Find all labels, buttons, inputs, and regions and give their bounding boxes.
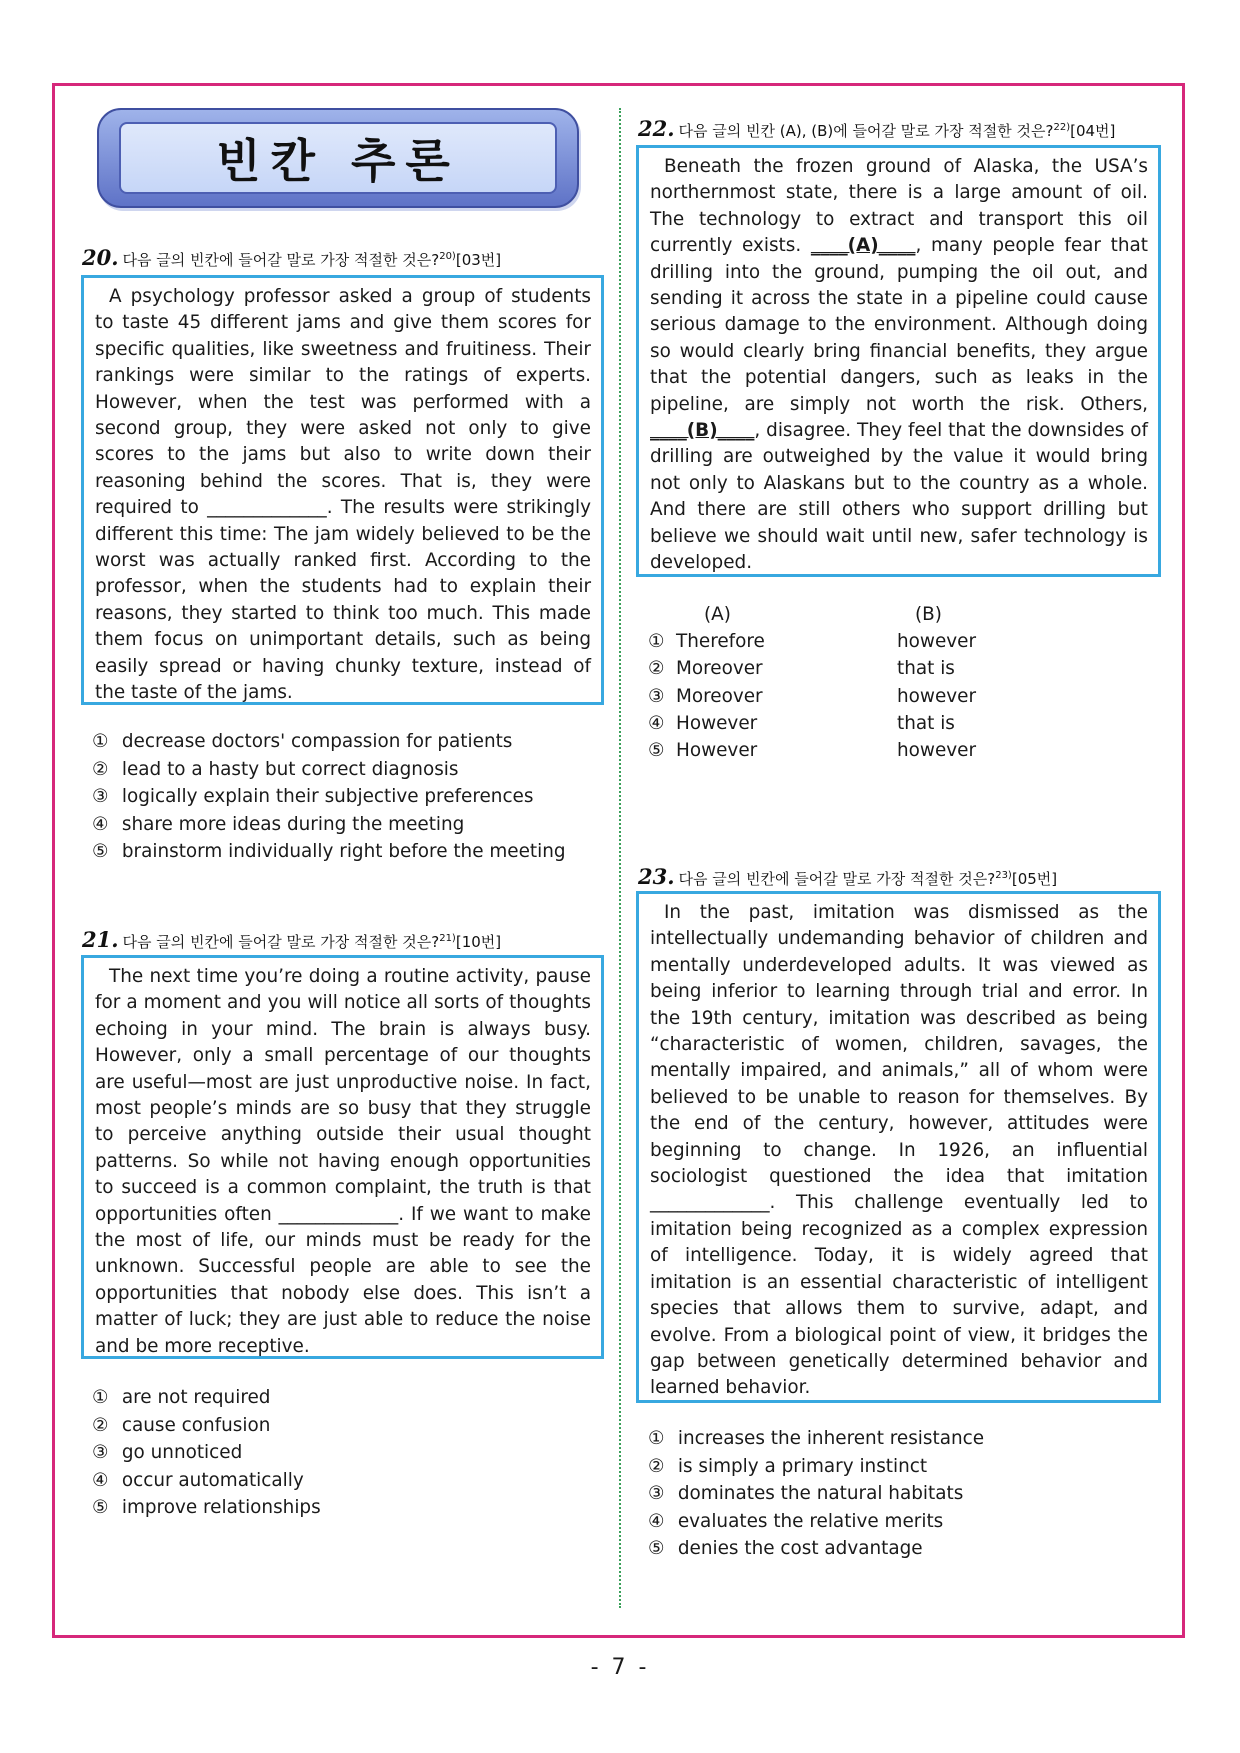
- question-number: 21.: [82, 927, 119, 952]
- question-instruction: 다음 글의 빈칸 (A), (B)에 들어갈 말로 가장 적절한 것은?: [678, 122, 1054, 140]
- choice-text: occur automatically: [121, 1469, 304, 1491]
- question-number: 23.: [638, 864, 675, 889]
- choice-item[interactable]: [648, 1535, 984, 1563]
- column-divider: [619, 108, 621, 1608]
- blank-b: ____(B)____: [650, 420, 755, 442]
- choice-item[interactable]: [92, 1467, 321, 1495]
- choice-text: improve relationships: [121, 1497, 321, 1518]
- footnote-ref: 23): [995, 870, 1012, 881]
- choice-number: ②: [92, 1414, 109, 1436]
- question-20-choices: [92, 728, 566, 866]
- question-20-passage-box: [81, 275, 604, 705]
- option-number: ④: [648, 712, 665, 734]
- passage-part-3: , disagree. They feel that the downsides of drilling are outweighed by the value it would bring not only to Alaskans but to the country as a whole. And there are still others who support drilling but believe we should wait until new, safer technology is developed.: [650, 420, 1148, 574]
- choice-number: ③: [648, 1483, 665, 1504]
- question-22-passage-box: [636, 145, 1161, 577]
- choice-item[interactable]: [92, 1494, 321, 1522]
- choice-text: dominates the natural habitats: [677, 1483, 964, 1504]
- passage-part-1: Beneath the frozen ground of Alaska, the USA’s northernmost state, there is a large amount of oil. The technology to extract and transport this oil currently exists.: [650, 156, 1148, 257]
- option-number: ⑤: [648, 740, 665, 762]
- question-instruction: 다음 글의 빈칸에 들어갈 말로 가장 적절한 것은?: [678, 870, 996, 888]
- option-number: ①: [648, 631, 665, 653]
- question-instruction: 다음 글의 빈칸에 들어갈 말로 가장 적절한 것은?: [122, 251, 440, 269]
- choice-number: ①: [92, 1387, 109, 1408]
- question-23-choices: [648, 1425, 984, 1563]
- option-b: however: [897, 631, 977, 653]
- page-number: - 7 -: [590, 1655, 650, 1680]
- option-a: However: [676, 712, 758, 734]
- footnote-ref: 22): [1053, 122, 1071, 133]
- option-b: however: [897, 740, 977, 762]
- choice-text: decrease doctors' compassion for patients: [121, 731, 513, 752]
- passage-text: In the past, imitation was dismissed as the intellectually undemanding behavior of children and mentally underdeveloped adults. It was viewed as being inferior to learning through trial and error. In the 19th century, imitation was described as being “characteristic of women, children, savages, the mentally impaired, and animals,” all of whom were believed to be unable to reason for themselves. By the end of the century, however, attitudes were beginning to change. In 1926, an influential sociologist questioned the idea that imitation _____________. This challenge eventually led to imitation being recognized as a complex expression of intelligence. Today, it is widely agreed that imitation is an essential characteristic of intelligent species that allows them to survive, adapt, and evolve. From a biological point of view, it bridges the gap between genetically determined behavior and learned behavior.: [650, 902, 1148, 1399]
- header-a: (A): [704, 604, 731, 625]
- question-number: 20.: [82, 245, 119, 270]
- header-b: (B): [915, 604, 942, 625]
- question-22-options: [648, 601, 1047, 764]
- choice-item[interactable]: [648, 1453, 984, 1481]
- question-21-passage-box: [81, 955, 604, 1359]
- blank-a: ____(A)____: [810, 235, 916, 257]
- question-22-header: [638, 116, 1115, 141]
- choice-item[interactable]: [648, 1425, 984, 1453]
- choice-text: denies the cost advantage: [677, 1538, 923, 1559]
- choice-number: ⑤: [92, 1497, 109, 1518]
- option-number: ③: [648, 685, 665, 707]
- passage-text: [650, 154, 1148, 577]
- choice-number: ①: [648, 1428, 665, 1449]
- title-banner-inner: [119, 122, 557, 194]
- question-21-header: [82, 927, 501, 952]
- option-row[interactable]: [648, 683, 1047, 710]
- choice-number: ②: [648, 1455, 665, 1477]
- option-b: however: [897, 685, 977, 707]
- option-row[interactable]: [648, 628, 1047, 655]
- choice-text: go unnoticed: [121, 1442, 243, 1463]
- choice-item[interactable]: [648, 1508, 984, 1536]
- choice-text: cause confusion: [121, 1414, 271, 1436]
- choice-item[interactable]: [92, 1384, 321, 1412]
- question-ref-tag: [10번]: [455, 933, 502, 951]
- choice-item[interactable]: [92, 1439, 321, 1467]
- question-ref-tag: [03번]: [455, 251, 502, 269]
- option-b: that is: [897, 712, 955, 734]
- choice-item[interactable]: [92, 728, 566, 756]
- passage-text: A psychology professor asked a group of students to taste 45 different jams and give them scores for specific qualities, like sweetness and fruitiness. Their rankings were similar to the ratings of experts. However, when the test was performed with a second group, they were asked not only to give scores to the jams but also to write down their reasoning behind the scores. That is, they were required to _____________. The results were strikingly different this time: The jam widely believed to be the worst was actually ranked first. According to the professor, when the students had to explain their reasons, they started to think too much. This made them focus on unimportant details, such as being easily spread or having chunky texture, instead of the taste of the jams.: [95, 286, 591, 704]
- choice-item[interactable]: [92, 756, 566, 784]
- section-title: 빈칸 추론: [216, 134, 460, 188]
- question-23-header: [638, 864, 1057, 889]
- passage-text: The next time you’re doing a routine activity, pause for a moment and you will notice all sorts of thoughts echoing in your mind. The brain is always busy. However, only a small percentage of our thoughts are useful—most are just unproductive noise. In fact, most people’s minds are so busy that they struggle to perceive anything outside their usual thought patterns. So while not having enough opportunities to succeed is a common complaint, the truth is that opportunities often _____________. If we want to make the most of life, our minds must be ready for the unknown. Successful people are able to see the opportunities that nobody else does. This isn’t a matter of luck; they are just able to reduce the noise and be more receptive.: [95, 966, 591, 1357]
- choice-item[interactable]: [92, 1412, 321, 1440]
- options-header-row: [648, 601, 1047, 628]
- section-title-banner: [97, 108, 579, 208]
- choice-text: lead to a hasty but correct diagnosis: [121, 758, 459, 780]
- passage-part-2: , many people fear that drilling into the ground, pumping the oil out, and sending it across the state in a pipeline could cause serious damage to the environment. Although doing so would clearly bring financial benefits, they argue that the potential dangers, such as leaks in the pipeline, are simply not worth the risk. Others,: [650, 235, 1149, 415]
- choice-item[interactable]: [92, 838, 566, 866]
- option-a: Therefore: [676, 631, 765, 653]
- choice-number: ③: [92, 1442, 109, 1463]
- option-row[interactable]: [648, 737, 1047, 764]
- choice-number: ⑤: [648, 1538, 665, 1559]
- question-number: 22.: [638, 116, 675, 141]
- choice-item[interactable]: [648, 1480, 984, 1508]
- choice-text: is simply a primary instinct: [677, 1455, 928, 1477]
- choice-item[interactable]: [92, 783, 566, 811]
- choice-number: ④: [92, 813, 109, 835]
- choice-number: ⑤: [92, 841, 109, 862]
- choice-number: ②: [92, 758, 109, 780]
- choice-number: ④: [648, 1510, 665, 1532]
- choice-text: share more ideas during the meeting: [121, 813, 465, 835]
- choice-text: evaluates the relative merits: [677, 1510, 944, 1532]
- option-b: that is: [897, 658, 955, 680]
- choice-text: are not required: [121, 1387, 271, 1408]
- choice-item[interactable]: [92, 811, 566, 839]
- option-a: However: [676, 740, 758, 762]
- question-ref-tag: [05번]: [1011, 870, 1058, 888]
- option-number: ②: [648, 658, 665, 680]
- choice-text: increases the inherent resistance: [677, 1428, 985, 1449]
- choice-text: brainstorm individually right before the meeting: [121, 841, 566, 862]
- question-ref-tag: [04번]: [1070, 122, 1116, 140]
- option-a: Moreover: [676, 658, 763, 680]
- option-a: Moreover: [676, 685, 763, 707]
- choice-number: ④: [92, 1469, 109, 1491]
- question-20-header: [82, 245, 501, 270]
- question-instruction: 다음 글의 빈칸에 들어갈 말로 가장 적절한 것은?: [122, 933, 440, 951]
- option-row[interactable]: [648, 710, 1047, 737]
- question-23-passage-box: [636, 891, 1161, 1403]
- footnote-ref: 20): [439, 251, 456, 262]
- choice-number: ①: [92, 731, 109, 752]
- choice-text: logically explain their subjective preferences: [121, 786, 534, 807]
- footnote-ref: 21): [439, 933, 456, 944]
- option-row[interactable]: [648, 655, 1047, 682]
- choice-number: ③: [92, 786, 109, 807]
- question-21-choices: [92, 1384, 321, 1522]
